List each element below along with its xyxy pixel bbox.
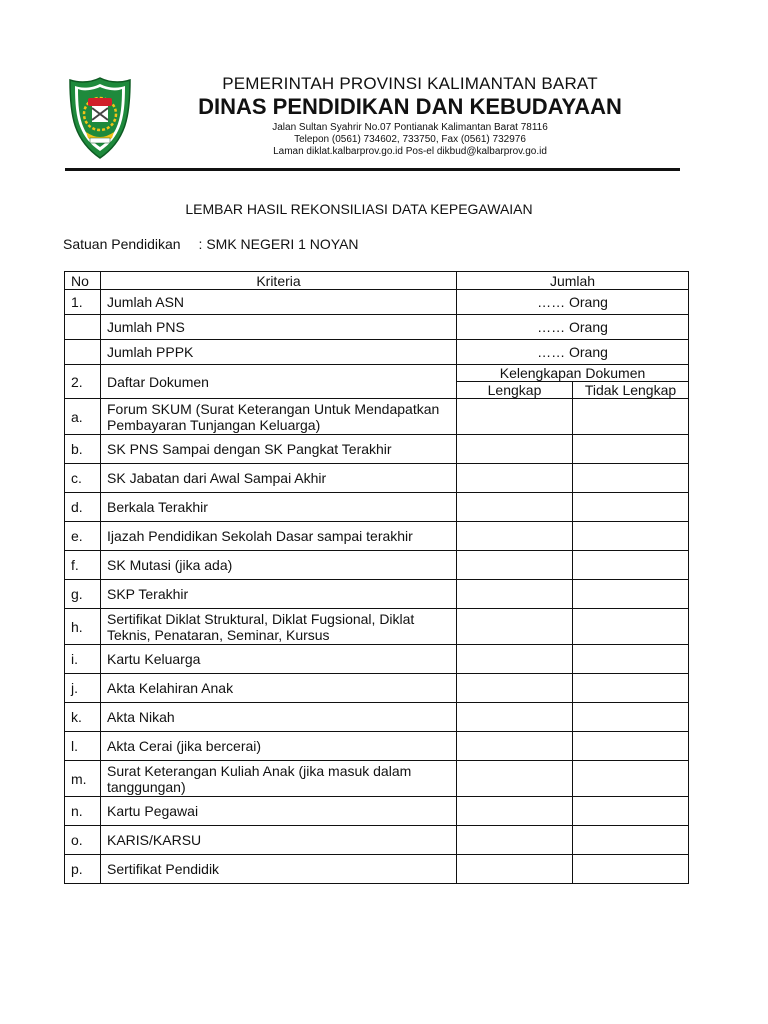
header-no: No <box>65 272 101 290</box>
row-label: Jumlah PPPK <box>101 340 457 365</box>
section-label: Daftar Dokumen <box>101 365 457 399</box>
row-label: SK Mutasi (jika ada) <box>101 551 457 580</box>
document-section-row <box>65 365 689 382</box>
complete-cell <box>457 522 573 551</box>
row-label: SKP Terakhir <box>101 580 457 609</box>
row-no: k. <box>65 703 101 732</box>
table-row <box>65 855 689 884</box>
table-row <box>65 674 689 703</box>
row-no: g. <box>65 580 101 609</box>
row-count: …… Orang <box>457 340 689 365</box>
table-row <box>65 290 689 315</box>
incomplete-cell <box>573 674 689 703</box>
table-row <box>65 797 689 826</box>
section-no: 2. <box>65 365 101 399</box>
table-row <box>65 761 689 797</box>
row-label: Berkala Terakhir <box>101 493 457 522</box>
incomplete-cell <box>573 493 689 522</box>
row-no: h. <box>65 609 101 645</box>
table-row <box>65 609 689 645</box>
row-label: Jumlah ASN <box>101 290 457 315</box>
incomplete-cell <box>573 580 689 609</box>
complete-column-header: Lengkap <box>457 382 573 399</box>
incomplete-cell <box>573 703 689 732</box>
education-unit-row <box>63 236 359 252</box>
table-row <box>65 435 689 464</box>
row-no: n. <box>65 797 101 826</box>
row-label: Jumlah PNS <box>101 315 457 340</box>
incomplete-cell <box>573 732 689 761</box>
complete-cell <box>457 435 573 464</box>
completeness-header: Kelengkapan Dokumen <box>457 365 689 382</box>
unit-value: : SMK NEGERI 1 NOYAN <box>198 236 359 252</box>
incomplete-cell <box>573 464 689 493</box>
row-count: …… Orang <box>457 290 689 315</box>
web-line: Laman diklat.kalbarprov.go.id Pos-el dikbud@kalbarprov.go.id <box>273 146 547 157</box>
address-line: Jalan Sultan Syahrir No.07 Pontianak Kalimantan Barat 78116 <box>272 122 548 133</box>
row-no: 1. <box>65 290 101 315</box>
complete-cell <box>457 464 573 493</box>
row-no: o. <box>65 826 101 855</box>
complete-cell <box>457 645 573 674</box>
row-no: b. <box>65 435 101 464</box>
table-row <box>65 551 689 580</box>
table-row <box>65 580 689 609</box>
contact-block <box>140 122 680 158</box>
complete-cell <box>457 493 573 522</box>
phone-line: Telepon (0561) 734602, 733750, Fax (0561) 732976 <box>294 134 526 145</box>
incomplete-cell <box>573 645 689 674</box>
table-header-row <box>65 272 689 290</box>
row-label: Akta Nikah <box>101 703 457 732</box>
row-label: Akta Kelahiran Anak <box>101 674 457 703</box>
incomplete-cell <box>573 797 689 826</box>
complete-cell <box>457 826 573 855</box>
row-label: Akta Cerai (jika bercerai) <box>101 732 457 761</box>
reconciliation-table <box>64 271 689 884</box>
incomplete-cell <box>573 551 689 580</box>
row-no: a. <box>65 399 101 435</box>
table-row <box>65 464 689 493</box>
header-criteria: Kriteria <box>101 272 457 290</box>
table-row <box>65 399 689 435</box>
department-name: DINAS PENDIDIKAN DAN KEBUDAYAAN <box>198 94 622 119</box>
row-label: Kartu Keluarga <box>101 645 457 674</box>
row-no <box>65 340 101 365</box>
table-row <box>65 703 689 732</box>
incomplete-cell <box>573 522 689 551</box>
row-label: Sertifikat Diklat Struktural, Diklat Fugsional, Diklat Teknis, Penataran, Seminar, Kursus <box>101 609 457 645</box>
complete-cell <box>457 703 573 732</box>
row-label: KARIS/KARSU <box>101 826 457 855</box>
row-label: Ijazah Pendidikan Sekolah Dasar sampai terakhir <box>101 522 457 551</box>
complete-cell <box>457 797 573 826</box>
row-label: SK Jabatan dari Awal Sampai Akhir <box>101 464 457 493</box>
complete-cell <box>457 609 573 645</box>
header-divider <box>65 168 680 171</box>
complete-cell <box>457 551 573 580</box>
complete-cell <box>457 674 573 703</box>
row-no: p. <box>65 855 101 884</box>
row-no: l. <box>65 732 101 761</box>
row-no: m. <box>65 761 101 797</box>
row-no <box>65 315 101 340</box>
row-no: i. <box>65 645 101 674</box>
header-amount: Jumlah <box>457 272 689 290</box>
row-label: Kartu Pegawai <box>101 797 457 826</box>
table-row <box>65 645 689 674</box>
table-row <box>65 522 689 551</box>
row-no: e. <box>65 522 101 551</box>
row-label: Forum SKUM (Surat Keterangan Untuk Mendapatkan Pembayaran Tunjangan Keluarga) <box>101 399 457 435</box>
incomplete-cell <box>573 855 689 884</box>
document-title: LEMBAR HASIL REKONSILIASI DATA KEPEGAWAIAN <box>185 201 533 217</box>
row-no: f. <box>65 551 101 580</box>
row-no: d. <box>65 493 101 522</box>
government-name: PEMERINTAH PROVINSI KALIMANTAN BARAT <box>222 74 598 93</box>
incomplete-cell <box>573 761 689 797</box>
table-row <box>65 732 689 761</box>
table-row <box>65 826 689 855</box>
row-label: SK PNS Sampai dengan SK Pangkat Terakhir <box>101 435 457 464</box>
row-count: …… Orang <box>457 315 689 340</box>
table-row <box>65 315 689 340</box>
row-no: j. <box>65 674 101 703</box>
province-emblem-icon <box>68 76 132 160</box>
incomplete-column-header: Tidak Lengkap <box>573 382 689 399</box>
row-label: Sertifikat Pendidik <box>101 855 457 884</box>
incomplete-cell <box>573 609 689 645</box>
complete-cell <box>457 855 573 884</box>
complete-cell <box>457 761 573 797</box>
row-no: c. <box>65 464 101 493</box>
complete-cell <box>457 580 573 609</box>
table-row <box>65 340 689 365</box>
row-label: Surat Keterangan Kuliah Anak (jika masuk dalam tanggungan) <box>101 761 457 797</box>
incomplete-cell <box>573 826 689 855</box>
incomplete-cell <box>573 399 689 435</box>
table-row <box>65 493 689 522</box>
complete-cell <box>457 399 573 435</box>
unit-label: Satuan Pendidikan <box>63 236 181 252</box>
complete-cell <box>457 732 573 761</box>
incomplete-cell <box>573 435 689 464</box>
